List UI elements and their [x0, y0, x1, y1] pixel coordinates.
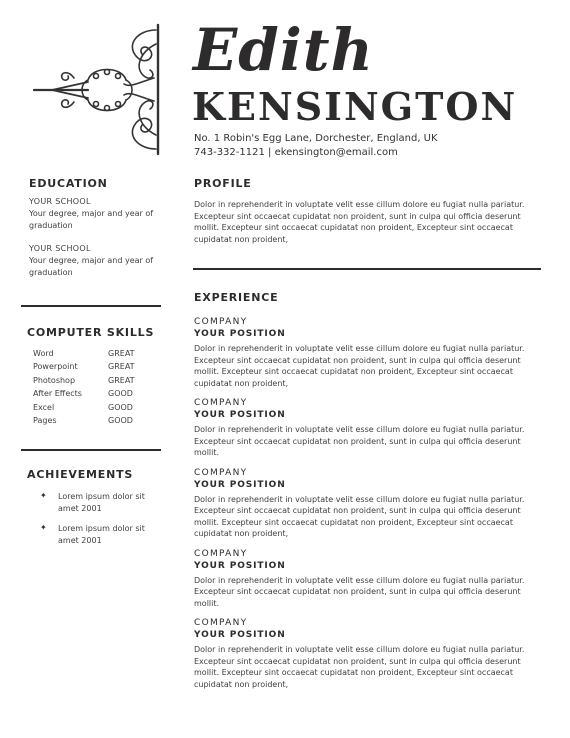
skills-section: [27, 326, 162, 427]
skill-row: [33, 414, 135, 427]
job-entry: [194, 548, 539, 610]
skill-level: GOOD: [108, 389, 133, 399]
profile-section: [194, 177, 539, 245]
profile-text: Dolor in reprehenderit in voluptate velit esse cillum dolore eu fugiat nulla pariatur. Excepteur sint occaecat cupidatat non proident, sunt in culpa qui officia deserunt mollit. Excepteur sint occaecat cupidatat non proident, Excepteur sint occaecat cupidatat non proident,: [194, 200, 525, 244]
skill-row: [33, 347, 135, 360]
education-item: [29, 197, 164, 231]
job-entry: [194, 316, 539, 389]
job-position: YOUR POSITION: [194, 479, 286, 490]
job-position: YOUR POSITION: [194, 560, 286, 571]
star-bullet-icon: ✦: [40, 491, 47, 500]
job-entry: [194, 617, 539, 690]
skill-name: Photoshop: [33, 375, 76, 385]
skill-row: [33, 374, 135, 387]
profile-title: PROFILE: [194, 177, 252, 190]
skill-name: Powerpoint: [33, 362, 78, 372]
job-position: YOUR POSITION: [194, 329, 286, 339]
skill-level: GOOD: [108, 416, 133, 426]
degree-detail: Your degree, major and year of graduation: [29, 256, 154, 277]
last-name: KENSINGTON: [192, 84, 518, 129]
achievement-text: Lorem ipsum dolor sit amet 2001: [58, 524, 145, 545]
achievement-item: [27, 491, 162, 514]
divider: [193, 268, 541, 270]
job-description: Dolor in reprehenderit in voluptate velit esse cillum dolore eu fugiat nulla pariatur. Excepteur sint occaecat cupidatat non proident, sunt in culpa qui officia deserunt mollit. Excepteur sint occaecat cupidatat non proident, Excepteur sint occaecat cupidatat non proident,: [194, 494, 525, 538]
degree-detail: Your degree, major and year of graduation: [29, 209, 154, 230]
experience-section: [194, 291, 539, 690]
company-name: COMPANY: [194, 618, 248, 628]
school-name: YOUR SCHOOL: [29, 244, 91, 253]
job-position: YOUR POSITION: [194, 410, 286, 420]
skill-level: GREAT: [108, 362, 135, 372]
first-name: Edith: [193, 16, 374, 84]
job-description: Dolor in reprehenderit in voluptate velit esse cillum dolore eu fugiat nulla pariatur. Excepteur sint occaecat cupidatat non proident, sunt in culpa qui officia deserunt mollit.: [194, 425, 525, 457]
skill-name: Excel: [33, 402, 55, 412]
achievement-text: Lorem ipsum dolor sit amet 2001: [58, 492, 145, 513]
experience-title: EXPERIENCE: [194, 291, 279, 304]
achievements-title: ACHIEVEMENTS: [27, 468, 134, 481]
company-name: COMPANY: [194, 548, 248, 559]
education-section: [29, 177, 164, 278]
company-name: COMPANY: [194, 467, 248, 478]
star-bullet-icon: ✦: [40, 523, 47, 532]
divider: [21, 449, 161, 451]
flourish-ornament-icon: [30, 22, 165, 157]
company-name: COMPANY: [194, 398, 248, 408]
job-description: Dolor in reprehenderit in voluptate velit esse cillum dolore eu fugiat nulla pariatur. Excepteur sint occaecat cupidatat non proident, sunt in culpa qui officia deserunt mollit. Excepteur sint occaecat cupidatat non proident, Excepteur sint occaecat cupidatat non proident,: [194, 344, 525, 388]
skill-name: Pages: [33, 416, 57, 426]
job-description: Dolor in reprehenderit in voluptate velit esse cillum dolore eu fugiat nulla pariatur. Excepteur sint occaecat cupidatat non proident, sunt in culpa qui officia deserunt mollit.: [194, 575, 525, 608]
company-name: COMPANY: [194, 317, 248, 327]
skill-level: GREAT: [108, 349, 135, 358]
job-entry: [194, 467, 539, 540]
skill-row: [33, 387, 135, 400]
skills-title: COMPUTER SKILLS: [27, 326, 155, 339]
skill-name: Word: [33, 349, 54, 358]
education-item: [29, 244, 164, 278]
divider: [21, 305, 161, 307]
skill-row: [33, 401, 135, 414]
skill-name: After Effects: [33, 389, 82, 399]
skill-row: [33, 360, 135, 373]
skill-level: GREAT: [108, 375, 135, 385]
education-title: EDUCATION: [29, 177, 108, 190]
address: No. 1 Robin's Egg Lane, Dorchester, England, UK: [194, 133, 438, 144]
job-position: YOUR POSITION: [194, 630, 286, 640]
achievement-item: [27, 523, 162, 546]
achievements-section: [27, 468, 162, 546]
job-description: Dolor in reprehenderit in voluptate velit esse cillum dolore eu fugiat nulla pariatur. Excepteur sint occaecat cupidatat non proident, sunt in culpa qui officia deserunt mollit. Excepteur sint occaecat cupidatat non proident, Excepteur sint occaecat cupidatat non proident,: [194, 645, 525, 689]
skill-level: GOOD: [108, 402, 133, 412]
job-entry: [194, 397, 539, 459]
skills-table: [33, 347, 135, 427]
school-name: YOUR SCHOOL: [29, 197, 91, 206]
phone-email: 743-332-1121 | ekensington@email.com: [194, 147, 398, 158]
